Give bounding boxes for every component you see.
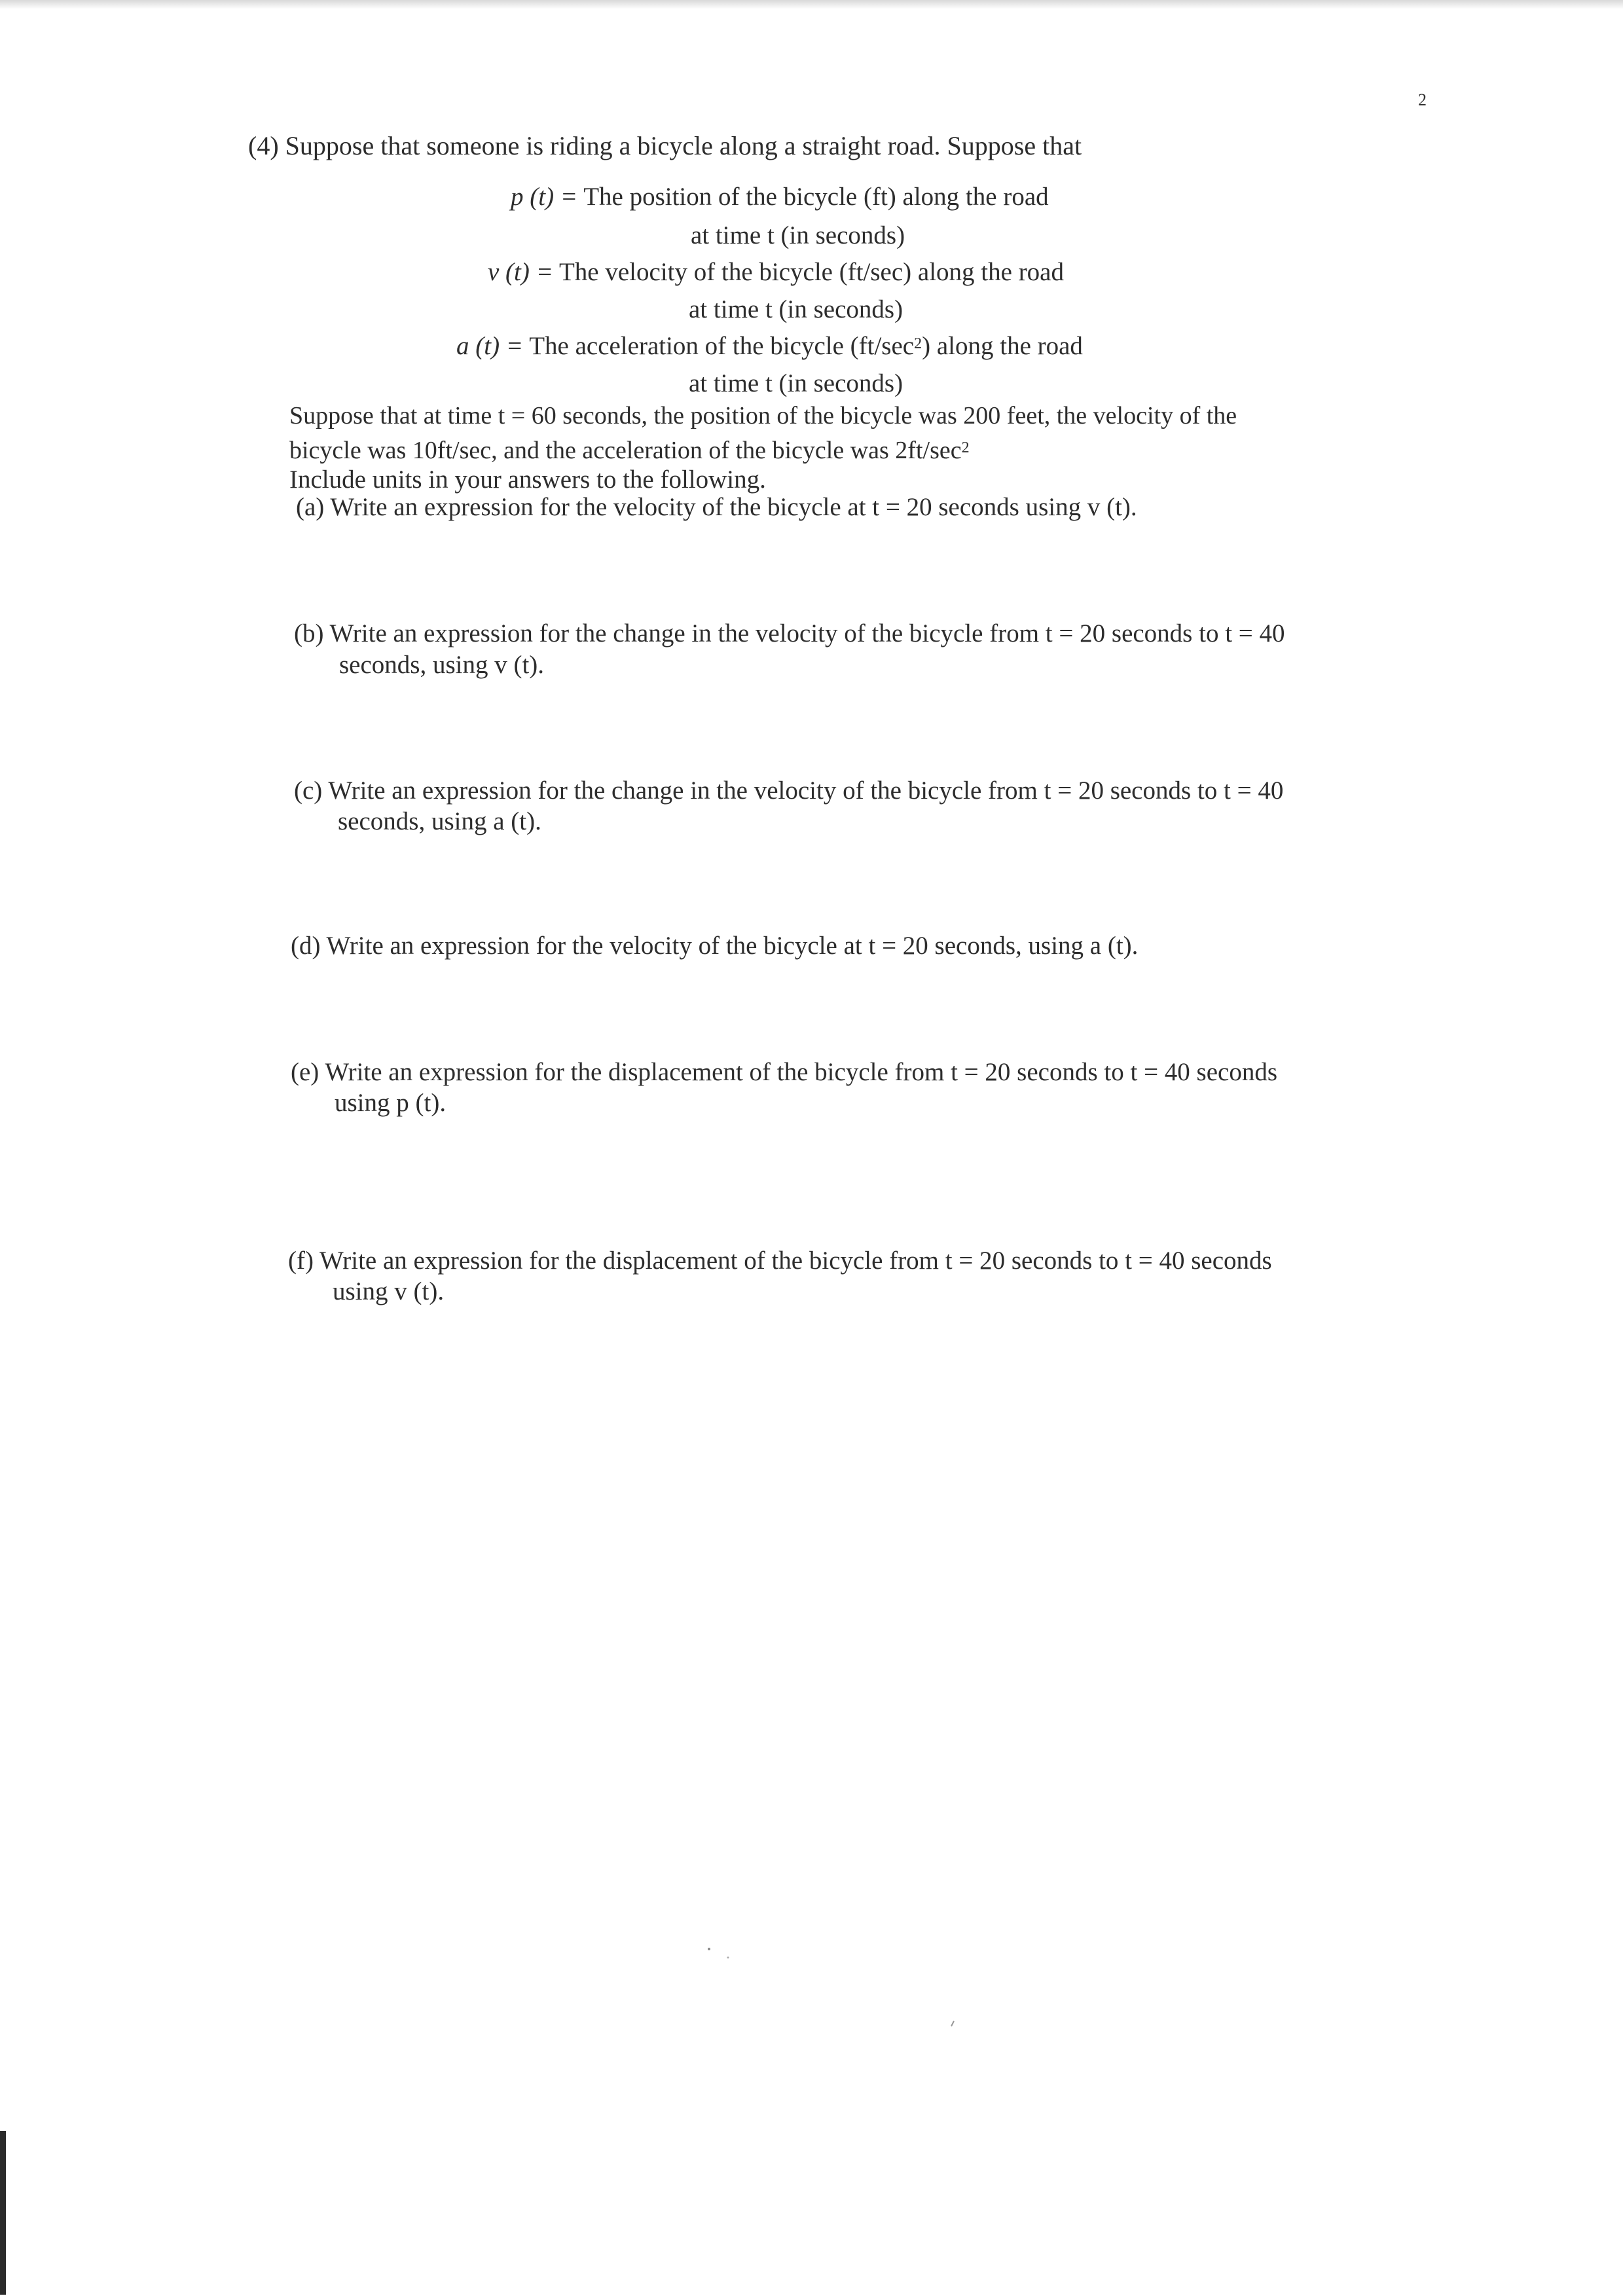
- definition-v-line2: at time t (in seconds): [689, 295, 903, 323]
- given-line2-text: bicycle was 10ft/sec, and the acceleration of the bicycle was 2ft/sec: [289, 437, 962, 464]
- part-a-label: (a): [296, 493, 325, 521]
- part-c-line2: seconds, using a (t).: [338, 807, 541, 835]
- given-line2: [289, 435, 970, 465]
- part-c-label: (c): [294, 776, 323, 805]
- part-f-label: (f): [288, 1247, 314, 1275]
- part-b-line2: seconds, using v (t).: [339, 651, 545, 679]
- definition-a-line1: [456, 331, 1083, 361]
- part-b-label: (b): [294, 619, 324, 647]
- speck: [708, 1948, 710, 1950]
- definition-a-line2: at time t (in seconds): [689, 369, 903, 397]
- definition-a-text-end: ) along the road: [922, 332, 1083, 360]
- part-e-label: (e): [291, 1058, 319, 1086]
- problem-intro-text: Suppose that someone is riding a bicycle along a straight road. Suppose that: [285, 131, 1082, 160]
- part-d-text: Write an expression for the velocity of the bicycle at t = 20 seconds, using a (t).: [326, 932, 1139, 960]
- definition-a-text-start: The acceleration of the bicycle (ft/sec: [529, 332, 915, 360]
- problem-label: (4): [248, 131, 279, 160]
- problem-intro-line: [248, 131, 1082, 161]
- speck: [951, 2021, 954, 2026]
- part-e-line1: [291, 1057, 1277, 1087]
- definition-a-symbol: a (t) =: [456, 332, 524, 360]
- definition-p-text: The position of the bicycle (ft) along the road: [583, 183, 1049, 211]
- definition-p-symbol: p (t) =: [511, 183, 578, 211]
- part-d-line1: [291, 931, 1138, 961]
- page-number: 2: [1418, 90, 1427, 109]
- part-f-line1: [288, 1246, 1272, 1276]
- definition-v-line1: [488, 257, 1064, 287]
- part-a-line1: [296, 492, 1137, 522]
- instruction-line: Include units in your answers to the following.: [289, 465, 766, 494]
- definition-v-text: The velocity of the bicycle (ft/sec) along the road: [558, 258, 1064, 286]
- definition-p-line2: at time t (in seconds): [691, 221, 905, 249]
- part-c-line1: [294, 776, 1283, 806]
- part-f-text: Write an expression for the displacement of the bicycle from t = 20 seconds to t = 40 seconds: [319, 1247, 1272, 1275]
- part-b-line1: [294, 619, 1285, 649]
- speck: [727, 1957, 729, 1959]
- part-a-text: Write an expression for the velocity of the bicycle at t = 20 seconds using v (t).: [330, 493, 1137, 521]
- part-c-text: Write an expression for the change in the velocity of the bicycle from t = 20 seconds to t = 40: [328, 776, 1284, 805]
- definition-v-symbol: v (t) =: [488, 258, 553, 286]
- part-b-text: Write an expression for the change in the velocity of the bicycle from t = 20 seconds to t = 40: [329, 619, 1285, 647]
- part-f-line2: using v (t).: [333, 1277, 445, 1305]
- part-e-line2: using p (t).: [335, 1089, 447, 1117]
- part-e-text: Write an expression for the displacement of the bicycle from t = 20 seconds to t = 40 seconds: [325, 1058, 1278, 1086]
- given-exponent: 2: [961, 439, 970, 456]
- part-d-label: (d): [291, 932, 321, 960]
- given-line1: Suppose that at time t = 60 seconds, the position of the bicycle was 200 feet, the velocity of the: [289, 402, 1237, 429]
- definition-p-line1: [511, 182, 1049, 212]
- definition-a-exponent: 2: [914, 335, 922, 352]
